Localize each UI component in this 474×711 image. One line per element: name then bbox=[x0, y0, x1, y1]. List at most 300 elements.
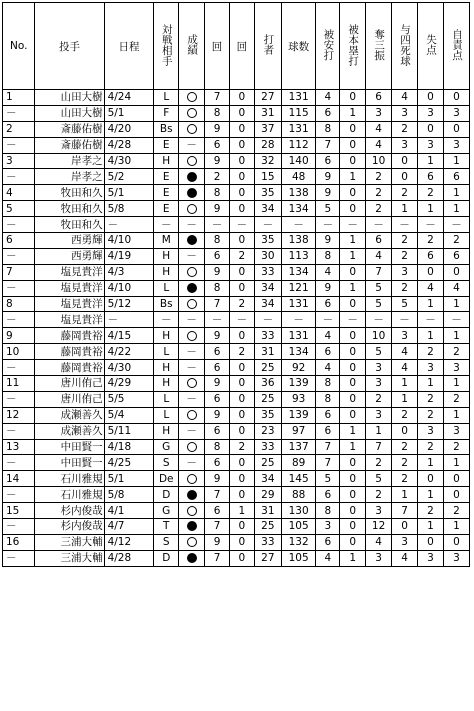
cell-strikeouts bbox=[366, 439, 392, 455]
cell-date-value: 5/8 bbox=[107, 488, 125, 501]
cell-innings bbox=[205, 201, 230, 217]
cell-batters bbox=[254, 90, 281, 106]
cell-pitcher-value: 牧田和久 bbox=[60, 218, 103, 231]
cell-home-runs bbox=[340, 407, 366, 423]
cell-home-runs-value: 0 bbox=[349, 361, 357, 374]
cell-innings bbox=[205, 169, 230, 185]
cell-home-runs bbox=[340, 439, 366, 455]
table-row bbox=[3, 391, 470, 407]
cell-pitcher-value: 唐川侑己 bbox=[60, 377, 103, 390]
cell-batters-value: 31 bbox=[261, 504, 275, 517]
cell-home-runs bbox=[340, 534, 366, 550]
cell-runs bbox=[418, 248, 444, 264]
cell-earned-runs bbox=[443, 296, 469, 312]
cell-result bbox=[179, 519, 205, 535]
cell-batters-value: 31 bbox=[261, 107, 275, 120]
cell-earned-runs-value: 2 bbox=[453, 441, 460, 454]
cell-opponent-value: M bbox=[161, 234, 171, 247]
cell-no-value: 3 bbox=[6, 155, 13, 167]
table-row bbox=[3, 217, 470, 233]
cell-pitcher-value: 石川雅規 bbox=[60, 472, 103, 485]
cell-innings-value: 6 bbox=[213, 425, 221, 438]
cell-pitcher bbox=[35, 137, 104, 153]
table-row bbox=[3, 137, 470, 153]
cell-hits-value: － bbox=[322, 313, 334, 326]
cell-innings-fraction-value: 0 bbox=[238, 91, 246, 104]
cell-pitcher bbox=[35, 376, 104, 392]
cell-pitches-value: 88 bbox=[291, 488, 306, 501]
cell-runs-value: 3 bbox=[427, 425, 434, 438]
cell-strikeouts-value: 2 bbox=[375, 186, 382, 199]
cell-batters bbox=[254, 217, 281, 233]
cell-pitcher bbox=[35, 423, 104, 439]
cell-earned-runs-value: 1 bbox=[453, 155, 460, 167]
cell-date bbox=[104, 296, 154, 312]
cell-date bbox=[104, 376, 154, 392]
cell-hits bbox=[316, 105, 340, 121]
cell-walks-value: 3 bbox=[401, 266, 408, 279]
cell-hits bbox=[316, 280, 340, 296]
cell-hits bbox=[316, 487, 340, 503]
cell-pitcher bbox=[35, 391, 104, 407]
cell-hits-value: 4 bbox=[324, 329, 332, 342]
cell-earned-runs bbox=[443, 407, 469, 423]
cell-no bbox=[3, 105, 35, 121]
cell-innings-fraction-value: 0 bbox=[238, 393, 246, 406]
cell-no bbox=[3, 471, 35, 487]
cell-innings-fraction bbox=[229, 90, 254, 106]
cell-walks bbox=[392, 248, 418, 264]
cell-hits-value: 7 bbox=[324, 139, 332, 152]
cell-pitches-value: 140 bbox=[288, 155, 309, 167]
win-circle-icon bbox=[187, 267, 197, 277]
cell-home-runs bbox=[340, 328, 366, 344]
cell-hits bbox=[316, 439, 340, 455]
cell-walks-value: 0 bbox=[401, 520, 408, 533]
cell-opponent-value: H bbox=[162, 425, 171, 438]
cell-home-runs bbox=[340, 153, 366, 169]
cell-innings bbox=[205, 217, 230, 233]
cell-runs bbox=[418, 550, 444, 566]
table-row bbox=[3, 201, 470, 217]
cell-innings-value: 9 bbox=[213, 536, 221, 549]
cell-earned-runs bbox=[443, 455, 469, 471]
cell-innings-fraction bbox=[229, 296, 254, 312]
cell-pitcher-value: 三浦大輔 bbox=[60, 552, 103, 565]
cell-pitches-value: 130 bbox=[288, 504, 309, 517]
cell-pitcher-value: 斎藤佑樹 bbox=[60, 123, 103, 136]
cell-innings bbox=[205, 407, 230, 423]
cell-runs bbox=[418, 423, 444, 439]
cell-innings-fraction bbox=[229, 280, 254, 296]
cell-innings bbox=[205, 248, 230, 264]
cell-batters bbox=[254, 121, 281, 137]
cell-opponent bbox=[154, 233, 179, 249]
cell-innings-fraction-value: 0 bbox=[238, 425, 246, 438]
cell-innings bbox=[205, 376, 230, 392]
header-opponent: 対戦相手 bbox=[154, 3, 179, 90]
cell-walks bbox=[392, 423, 418, 439]
cell-strikeouts-value: 5 bbox=[375, 345, 382, 358]
cell-batters bbox=[254, 296, 281, 312]
loss-circle-icon bbox=[187, 521, 197, 531]
cell-innings-value: 6 bbox=[213, 504, 221, 517]
cell-no-value: － bbox=[6, 425, 17, 438]
cell-earned-runs bbox=[443, 519, 469, 535]
header-strikeouts: 奪三振 bbox=[366, 3, 392, 90]
cell-innings-fraction-value: 0 bbox=[238, 329, 246, 342]
cell-walks bbox=[392, 391, 418, 407]
cell-innings-fraction-value: 0 bbox=[238, 472, 246, 485]
cell-opponent bbox=[154, 264, 179, 280]
cell-opponent bbox=[154, 328, 179, 344]
cell-hits-value: 3 bbox=[324, 520, 332, 533]
cell-home-runs bbox=[340, 487, 366, 503]
cell-runs bbox=[418, 264, 444, 280]
cell-batters-value: 37 bbox=[261, 123, 275, 136]
cell-runs-value: 2 bbox=[427, 186, 434, 199]
cell-pitcher bbox=[35, 153, 104, 169]
cell-pitches-value: 105 bbox=[288, 552, 309, 565]
cell-walks-value: － bbox=[399, 313, 410, 326]
cell-innings bbox=[205, 312, 230, 328]
cell-hits-value: 4 bbox=[324, 266, 332, 279]
cell-result bbox=[179, 137, 205, 153]
cell-runs-value: 0 bbox=[427, 472, 434, 485]
cell-runs-value: 1 bbox=[427, 298, 434, 311]
win-circle-icon bbox=[187, 537, 197, 547]
cell-runs-value: 1 bbox=[427, 155, 434, 167]
cell-walks-value: 3 bbox=[401, 107, 408, 120]
cell-no-value: 9 bbox=[6, 329, 13, 342]
cell-walks bbox=[392, 201, 418, 217]
cell-innings-value: 8 bbox=[213, 234, 221, 247]
cell-home-runs-value: 0 bbox=[349, 488, 357, 501]
cell-walks-value: 2 bbox=[401, 472, 408, 485]
cell-no-value: － bbox=[6, 456, 17, 469]
cell-strikeouts bbox=[366, 455, 392, 471]
cell-result bbox=[179, 105, 205, 121]
cell-home-runs-value: 0 bbox=[349, 139, 357, 152]
cell-pitches bbox=[281, 264, 316, 280]
cell-no-value: － bbox=[6, 552, 17, 565]
cell-innings bbox=[205, 439, 230, 455]
cell-walks-value: 2 bbox=[401, 409, 408, 422]
cell-result bbox=[179, 423, 205, 439]
table-row bbox=[3, 105, 470, 121]
cell-pitches bbox=[281, 471, 316, 487]
cell-earned-runs-value: － bbox=[451, 313, 462, 326]
cell-no-value: － bbox=[6, 393, 17, 406]
cell-pitches-value: 132 bbox=[288, 536, 309, 549]
cell-date-value: 4/7 bbox=[107, 520, 125, 533]
cell-opponent-value: Bs bbox=[159, 123, 173, 136]
header-row bbox=[3, 3, 470, 90]
cell-innings-fraction bbox=[229, 201, 254, 217]
cell-pitcher bbox=[35, 519, 104, 535]
cell-pitches bbox=[281, 519, 316, 535]
cell-runs bbox=[418, 137, 444, 153]
cell-innings-value: 6 bbox=[213, 361, 221, 374]
cell-no bbox=[3, 169, 35, 185]
cell-hits bbox=[316, 550, 340, 566]
cell-earned-runs-value: 0 bbox=[453, 472, 460, 485]
cell-opponent-value: T bbox=[163, 520, 170, 533]
win-circle-icon bbox=[187, 204, 197, 214]
cell-batters-value: 25 bbox=[261, 520, 275, 533]
cell-date bbox=[104, 137, 154, 153]
cell-pitcher-value: 石川雅規 bbox=[60, 488, 103, 501]
cell-batters bbox=[254, 312, 281, 328]
cell-home-runs-value: 0 bbox=[349, 298, 357, 311]
cell-strikeouts bbox=[366, 503, 392, 519]
cell-walks bbox=[392, 471, 418, 487]
cell-home-runs-value: 1 bbox=[349, 107, 357, 120]
table-row bbox=[3, 503, 470, 519]
cell-walks bbox=[392, 503, 418, 519]
table-row bbox=[3, 534, 470, 550]
cell-opponent-value: H bbox=[162, 155, 171, 167]
cell-innings bbox=[205, 519, 230, 535]
cell-pitcher-value: 牧田和久 bbox=[60, 202, 103, 215]
cell-home-runs bbox=[340, 296, 366, 312]
cell-result bbox=[179, 280, 205, 296]
cell-no-value: 1 bbox=[6, 91, 13, 104]
cell-walks-value: 2 bbox=[401, 234, 408, 247]
cell-hits bbox=[316, 407, 340, 423]
cell-home-runs bbox=[340, 121, 366, 137]
cell-opponent-value: H bbox=[162, 266, 171, 279]
cell-runs bbox=[418, 105, 444, 121]
cell-pitcher-value: 杉内俊哉 bbox=[60, 504, 103, 517]
cell-innings-fraction-value: 0 bbox=[238, 536, 246, 549]
cell-home-runs bbox=[340, 376, 366, 392]
cell-no bbox=[3, 201, 35, 217]
cell-opponent-value: D bbox=[162, 552, 171, 565]
cell-date bbox=[104, 550, 154, 566]
cell-innings-value: 7 bbox=[213, 91, 221, 104]
cell-hits bbox=[316, 455, 340, 471]
cell-innings bbox=[205, 105, 230, 121]
cell-strikeouts bbox=[366, 233, 392, 249]
cell-date-value: 4/29 bbox=[107, 377, 132, 390]
cell-runs bbox=[418, 201, 444, 217]
cell-runs bbox=[418, 439, 444, 455]
cell-result bbox=[179, 233, 205, 249]
cell-innings-fraction bbox=[229, 391, 254, 407]
cell-innings-value: － bbox=[211, 218, 223, 231]
cell-hits bbox=[316, 296, 340, 312]
cell-pitches bbox=[281, 328, 316, 344]
cell-hits bbox=[316, 503, 340, 519]
cell-innings-fraction bbox=[229, 455, 254, 471]
cell-earned-runs bbox=[443, 248, 469, 264]
cell-date bbox=[104, 233, 154, 249]
cell-strikeouts bbox=[366, 137, 392, 153]
cell-pitcher bbox=[35, 105, 104, 121]
cell-no-value: － bbox=[6, 170, 17, 183]
table-row bbox=[3, 185, 470, 201]
cell-hits bbox=[316, 90, 340, 106]
table-row bbox=[3, 312, 470, 328]
cell-hits-value: 9 bbox=[324, 170, 332, 183]
cell-walks-value: 1 bbox=[401, 377, 408, 390]
cell-walks bbox=[392, 376, 418, 392]
cell-earned-runs-value: 0 bbox=[453, 536, 460, 549]
cell-runs-value: 1 bbox=[427, 329, 434, 342]
cell-earned-runs bbox=[443, 217, 469, 233]
cell-innings-fraction-value: 0 bbox=[238, 139, 246, 152]
cell-runs bbox=[418, 487, 444, 503]
cell-pitcher bbox=[35, 233, 104, 249]
cell-earned-runs-value: 1 bbox=[453, 377, 460, 390]
cell-home-runs-value: 0 bbox=[349, 472, 357, 485]
cell-pitches bbox=[281, 105, 316, 121]
cell-hits bbox=[316, 312, 340, 328]
cell-innings-fraction-value: 0 bbox=[238, 377, 246, 390]
cell-innings-fraction-value: 0 bbox=[238, 282, 246, 295]
cell-walks bbox=[392, 169, 418, 185]
cell-innings-value: 8 bbox=[213, 441, 221, 454]
cell-pitches-value: 131 bbox=[288, 329, 309, 342]
cell-opponent bbox=[154, 201, 179, 217]
cell-hits bbox=[316, 248, 340, 264]
cell-no bbox=[3, 391, 35, 407]
cell-walks-value: 2 bbox=[401, 441, 408, 454]
cell-date-value: 4/25 bbox=[107, 456, 132, 469]
cell-date bbox=[104, 248, 154, 264]
cell-innings-fraction-value: 0 bbox=[238, 170, 246, 183]
cell-no-value: 10 bbox=[6, 345, 20, 358]
cell-date bbox=[104, 121, 154, 137]
cell-result bbox=[179, 153, 205, 169]
cell-batters-value: 35 bbox=[261, 409, 275, 422]
cell-batters bbox=[254, 248, 281, 264]
cell-pitches-value: 131 bbox=[288, 298, 309, 311]
cell-home-runs-value: 0 bbox=[349, 91, 357, 104]
cell-walks-value: 4 bbox=[401, 91, 408, 104]
cell-no-value: 11 bbox=[6, 377, 20, 390]
cell-walks bbox=[392, 137, 418, 153]
cell-opponent bbox=[154, 455, 179, 471]
table-row bbox=[3, 455, 470, 471]
cell-innings bbox=[205, 534, 230, 550]
cell-home-runs bbox=[340, 217, 366, 233]
cell-opponent-value: E bbox=[162, 202, 170, 215]
cell-date-value: 4/30 bbox=[107, 361, 132, 374]
cell-batters bbox=[254, 137, 281, 153]
table-row bbox=[3, 328, 470, 344]
cell-innings bbox=[205, 423, 230, 439]
cell-no-value: － bbox=[6, 250, 17, 263]
cell-batters-value: 27 bbox=[261, 552, 275, 565]
cell-pitcher-value: 塩見貴洋 bbox=[60, 282, 103, 295]
win-circle-icon bbox=[187, 156, 197, 166]
cell-strikeouts-value: 2 bbox=[375, 202, 382, 215]
cell-runs-value: 3 bbox=[427, 361, 434, 374]
cell-batters bbox=[254, 503, 281, 519]
cell-strikeouts-value: 12 bbox=[371, 520, 386, 533]
cell-strikeouts-value: 3 bbox=[375, 361, 382, 374]
table-row bbox=[3, 376, 470, 392]
cell-earned-runs bbox=[443, 121, 469, 137]
cell-home-runs-value: 0 bbox=[349, 504, 357, 517]
cell-pitcher-value: 杉内俊哉 bbox=[60, 520, 103, 533]
cell-innings-value: 6 bbox=[213, 345, 221, 358]
cell-innings-fraction bbox=[229, 360, 254, 376]
cell-earned-runs bbox=[443, 328, 469, 344]
cell-innings bbox=[205, 264, 230, 280]
cell-earned-runs-value: 6 bbox=[453, 170, 460, 183]
cell-batters-value: 31 bbox=[261, 345, 275, 358]
cell-runs bbox=[418, 185, 444, 201]
cell-no bbox=[3, 344, 35, 360]
cell-walks bbox=[392, 185, 418, 201]
cell-strikeouts bbox=[366, 105, 392, 121]
cell-date bbox=[104, 439, 154, 455]
cell-strikeouts bbox=[366, 90, 392, 106]
cell-earned-runs bbox=[443, 137, 469, 153]
cell-result bbox=[179, 328, 205, 344]
cell-innings-fraction bbox=[229, 423, 254, 439]
cell-batters-value: 33 bbox=[261, 441, 275, 454]
cell-earned-runs-value: 2 bbox=[453, 504, 460, 517]
cell-strikeouts-value: 2 bbox=[375, 170, 382, 183]
cell-batters-value: － bbox=[262, 313, 274, 326]
pitching-stats-table bbox=[2, 2, 470, 567]
cell-pitches bbox=[281, 137, 316, 153]
cell-innings-fraction bbox=[229, 264, 254, 280]
cell-opponent-value: L bbox=[163, 282, 170, 295]
cell-pitches bbox=[281, 439, 316, 455]
cell-walks-value: 2 bbox=[401, 250, 408, 263]
cell-strikeouts bbox=[366, 391, 392, 407]
cell-hits-value: 5 bbox=[324, 202, 332, 215]
cell-pitcher bbox=[35, 550, 104, 566]
cell-result bbox=[179, 217, 205, 233]
cell-strikeouts-value: 2 bbox=[375, 456, 382, 469]
cell-no bbox=[3, 233, 35, 249]
cell-runs-value: － bbox=[425, 313, 436, 326]
cell-strikeouts bbox=[366, 471, 392, 487]
cell-walks-value: － bbox=[399, 218, 410, 231]
cell-strikeouts-value: 5 bbox=[375, 298, 382, 311]
cell-runs bbox=[418, 391, 444, 407]
cell-earned-runs-value: 0 bbox=[453, 91, 460, 104]
cell-walks bbox=[392, 90, 418, 106]
cell-pitches-value: 131 bbox=[288, 123, 309, 136]
cell-runs-value: 0 bbox=[427, 123, 434, 136]
cell-innings-fraction bbox=[229, 534, 254, 550]
cell-pitcher-value: 岸孝之 bbox=[71, 170, 103, 183]
cell-walks-value: 7 bbox=[401, 504, 408, 517]
cell-pitcher bbox=[35, 185, 104, 201]
cell-runs bbox=[418, 471, 444, 487]
cell-pitches bbox=[281, 534, 316, 550]
cell-strikeouts-value: 3 bbox=[375, 107, 382, 120]
cell-batters bbox=[254, 105, 281, 121]
cell-pitches-value: 139 bbox=[288, 409, 309, 422]
cell-opponent bbox=[154, 550, 179, 566]
cell-no bbox=[3, 407, 35, 423]
cell-home-runs bbox=[340, 201, 366, 217]
cell-runs bbox=[418, 534, 444, 550]
cell-pitcher bbox=[35, 407, 104, 423]
cell-runs-value: 1 bbox=[427, 202, 434, 215]
cell-strikeouts-value: 4 bbox=[375, 536, 382, 549]
cell-walks bbox=[392, 344, 418, 360]
cell-walks-value: 4 bbox=[401, 361, 408, 374]
